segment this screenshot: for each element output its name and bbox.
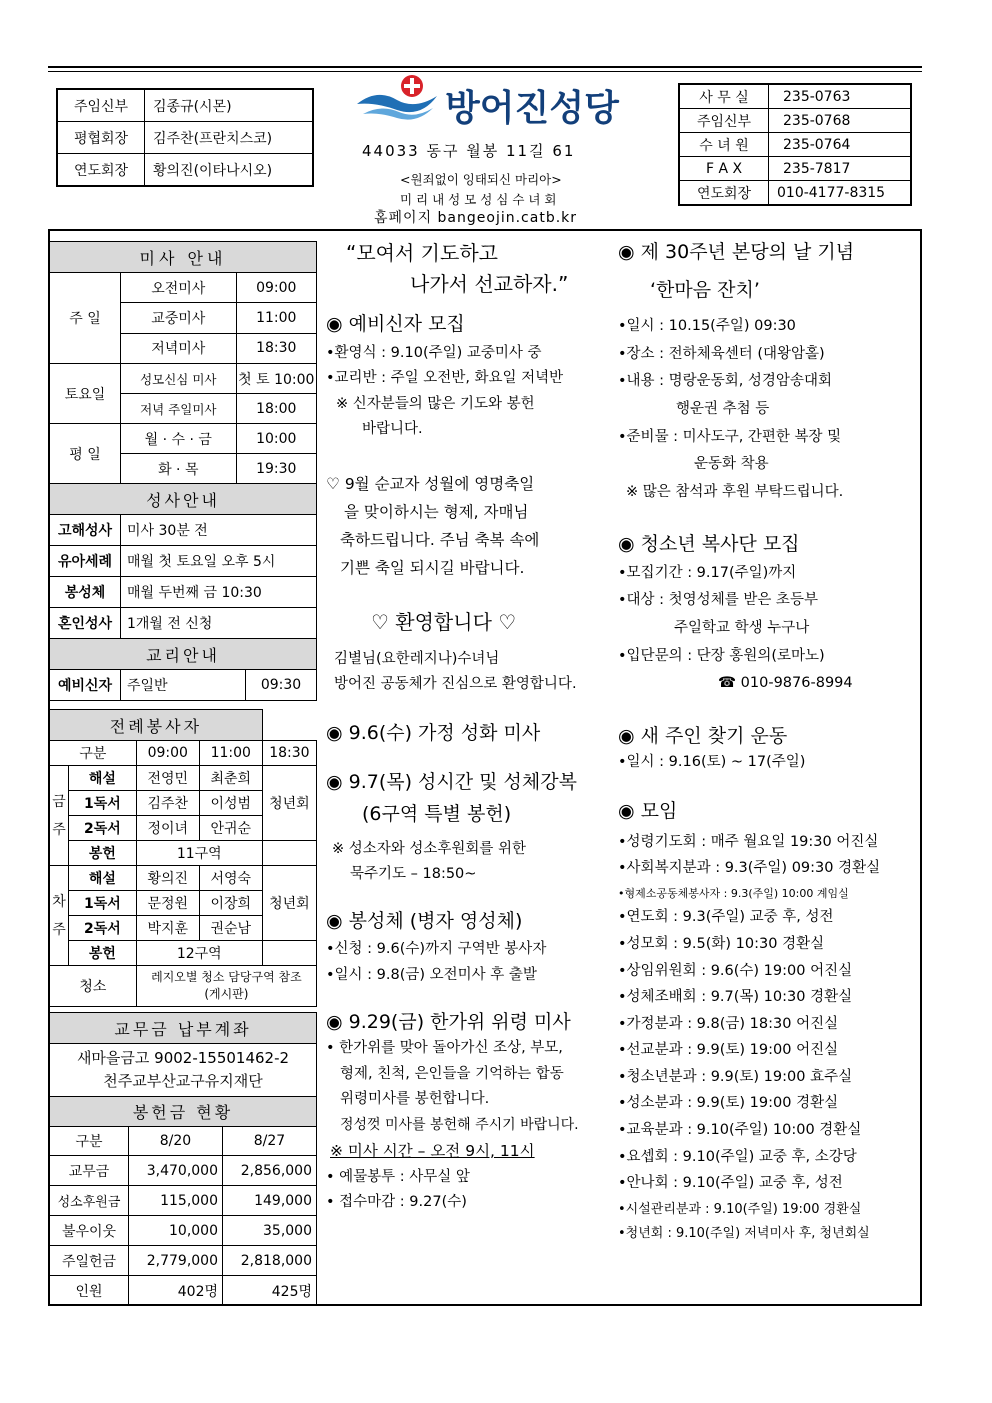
bank-account: 새마을금고 9002-15501462-2 — [76, 1048, 290, 1067]
offering-label: 주일헌금 — [50, 1246, 129, 1276]
memorial-mass-line: 형제, 친척, 은인들을 기억하는 합동 — [340, 1065, 564, 1082]
account-section-title: 교무금 납부계좌 — [50, 1013, 317, 1044]
sacrament-section-title: 성사안내 — [50, 484, 317, 515]
catechumen-heading: ◉ 예비신자 모집 — [326, 313, 465, 335]
liturgy-col-header: 구분 — [50, 741, 137, 766]
contact-value: 235-7817 — [769, 157, 912, 181]
doctrine-section-title: 교리안내 — [50, 639, 317, 670]
altar-server-line: •대상 : 첫영성체를 받은 초등부 — [618, 592, 818, 609]
holy-hour-line: ※ 성소자와 성소후원회를 위한 — [332, 840, 527, 857]
contact-label: 연도회장 — [679, 181, 769, 206]
offering-section-title: 봉헌금 현황 — [50, 1097, 317, 1127]
quote-line: 나가서 선교하자.” — [410, 272, 569, 296]
liturgy-col-header: 09:00 — [136, 741, 199, 766]
catechumen-line: •교리반 : 주일 오전반, 화요일 저녁반 — [326, 370, 564, 387]
offering-table — [49, 1096, 317, 1306]
weekday-label: 평 일 — [50, 424, 121, 484]
offering-label: 인원 — [50, 1276, 129, 1306]
offering-zone: 12구역 — [136, 941, 262, 966]
church-name: 방어진성당 — [445, 88, 619, 129]
offering-value: 35,000 — [223, 1216, 317, 1246]
doctrine-value: 주일반 — [121, 670, 246, 701]
meeting-line: •성모회 : 9.5(화) 10:30 경환실 — [618, 936, 825, 953]
memorial-mass-line: • 예물봉투 : 사무실 앞 — [326, 1168, 470, 1185]
cleaning-note: (게시판) — [204, 987, 249, 1001]
account-holder: 천주교부산교구유지재단 — [103, 1072, 263, 1090]
this-week-label: 금주 — [50, 766, 69, 866]
liturgy-role: 2독서 — [69, 916, 137, 941]
anniversary-line: 운동화 착용 — [694, 456, 769, 473]
youth-group: 청년회 — [262, 766, 316, 841]
officer-role: 연도회장 — [57, 154, 145, 187]
meeting-line: •청소년분과 : 9.9(토) 19:00 효주실 — [618, 1068, 853, 1085]
feast-message: 기쁜 축일 되시길 바랍니다. — [340, 558, 525, 577]
holy-hour-line: 묵주기도 – 18:50~ — [350, 866, 477, 883]
mass-time: 09:00 — [236, 273, 316, 303]
server-name: 황의진 — [136, 866, 199, 891]
meeting-line: •사회복지분과 : 9.3(주일) 09:30 경환실 — [618, 860, 881, 877]
meeting-line: •시설관리분과 : 9.10(주일) 19:00 경환실 — [618, 1201, 862, 1217]
server-name: 정이녀 — [136, 816, 199, 841]
server-name: 전영민 — [136, 766, 199, 791]
cleaning-note: 레지오별 청소 담당구역 참조 — [151, 970, 302, 985]
sunday-label: 주 일 — [50, 273, 121, 364]
offering-value: 149,000 — [223, 1186, 317, 1216]
mass-section-title: 미사 안내 — [50, 242, 317, 273]
contact-label: 주임신부 — [679, 109, 769, 133]
anniversary-line: •준비물 : 미사도구, 간편한 복장 및 — [618, 428, 842, 445]
offering-value: 425명 — [223, 1276, 317, 1306]
sick-communion-line: •신청 : 9.6(수)까지 구역반 봉사자 — [326, 941, 547, 958]
family-mass-heading: ◉ 9.6(수) 가정 성화 미사 — [326, 721, 541, 744]
sacrament-label: 혼인성사 — [50, 608, 121, 639]
catechumen-line: ※ 신자분들의 많은 기도와 봉헌 — [336, 395, 535, 412]
catechumen-line: 바랍니다. — [362, 421, 423, 438]
mass-time: 18:30 — [236, 333, 316, 363]
altar-server-line: •모집기간 : 9.17(주일)까지 — [618, 564, 797, 581]
anniversary-line: •일시 : 10.15(주일) 09:30 — [618, 318, 796, 335]
liturgy-role: 봉헌 — [69, 841, 137, 866]
lost-found-line: •일시 : 9.16(토) ~ 17(주일) — [618, 754, 806, 771]
server-name: 김주찬 — [136, 791, 199, 816]
liturgy-role: 1독서 — [69, 891, 137, 916]
sick-communion-line: •일시 : 9.8(금) 오전미사 후 출발 — [326, 966, 537, 983]
meeting-line: •연도회 : 9.3(주일) 교중 후, 성전 — [618, 909, 834, 926]
meeting-line: •형제소공동체봉사자 : 9.3(주일) 10:00 계임실 — [618, 886, 849, 900]
anniversary-line: •장소 : 전하체육센터 (대왕암홀) — [618, 345, 825, 362]
mass-name: 교중미사 — [121, 303, 237, 333]
offering-value: 2,779,000 — [129, 1246, 223, 1276]
address: 44033 동구 월봉 11길 61 — [362, 142, 576, 160]
meeting-line: •청년회 : 9.10(주일) 저녁미사 후, 청년회실 — [618, 1226, 870, 1242]
account-table — [49, 1012, 317, 1097]
mass-time: 첫 토 10:00 — [236, 364, 316, 394]
mass-time: 10:00 — [236, 424, 316, 454]
offering-value: 115,000 — [129, 1186, 223, 1216]
left-column-table — [49, 241, 317, 701]
sacrament-value: 1개월 전 신청 — [121, 608, 317, 639]
offering-zone: 11구역 — [136, 841, 262, 866]
youth-group: 청년회 — [262, 866, 316, 941]
top-rule-thin — [48, 71, 922, 72]
server-name: 안귀순 — [199, 816, 262, 841]
church-logo-icon — [355, 74, 440, 124]
liturgy-col-header: 18:30 — [262, 741, 316, 766]
memorial-mass-line: • 한가위를 맞아 돌아가신 조상, 부모, — [326, 1040, 563, 1057]
quote-line: “모여서 기도하고 — [346, 241, 498, 265]
memorial-mass-heading: ◉ 9.29(금) 한가위 위령 미사 — [326, 1010, 571, 1033]
meeting-line: •선교분과 : 9.9(토) 19:00 어진실 — [618, 1042, 839, 1059]
sacrament-label: 유아세례 — [50, 546, 121, 577]
offering-col-header: 구분 — [50, 1127, 129, 1156]
liturgy-role: 봉헌 — [69, 941, 137, 966]
holy-hour-heading: ◉ 9.7(목) 성시간 및 성체강복 — [326, 771, 577, 794]
meeting-line: •교육분과 : 9.10(주일) 10:00 경환실 — [618, 1121, 862, 1138]
welcome-line: 김별님(요한레지나)수녀님 — [334, 650, 500, 667]
contact-label: F A X — [679, 157, 769, 181]
server-name: 문정원 — [136, 891, 199, 916]
contact-table — [678, 83, 912, 206]
liturgy-role: 1독서 — [69, 791, 137, 816]
meeting-line: •안나회 : 9.10(주일) 교중 후, 성전 — [618, 1175, 843, 1192]
altar-server-line: 주일학교 학생 누구나 — [674, 619, 810, 636]
liturgy-col-header: 11:00 — [199, 741, 262, 766]
meeting-line: •가정분과 : 9.8(금) 18:30 어진실 — [618, 1015, 839, 1032]
liturgy-section-title: 전례봉사자 — [50, 710, 263, 741]
liturgy-role: 해설 — [69, 866, 137, 891]
officer-role: 평협회장 — [57, 122, 145, 154]
liturgy-table — [49, 709, 317, 1007]
mass-name: 화 · 목 — [121, 454, 237, 484]
mass-name: 저녁 주일미사 — [121, 394, 237, 424]
middle-column — [326, 240, 611, 1213]
server-name: 권순남 — [199, 916, 262, 941]
anniversary-line: ※ 많은 참석과 후원 부탁드립니다. — [626, 483, 844, 500]
feast-message: 축하드립니다. 주님 축복 속에 — [340, 530, 540, 549]
mass-name: 저녁미사 — [121, 333, 237, 363]
meeting-line: •성체조배회 : 9.7(목) 10:30 경환실 — [618, 989, 853, 1006]
meeting-line: •성령기도회 : 매주 월요일 19:30 어진실 — [618, 833, 879, 850]
right-column — [618, 240, 918, 1243]
meeting-line: •상임위원회 : 9.6(수) 19:00 어진실 — [618, 962, 853, 979]
saturday-label: 토요일 — [50, 364, 121, 424]
altar-server-phone: ☎ 010-9876-8994 — [718, 675, 853, 692]
offering-label: 성소후원금 — [50, 1186, 129, 1216]
meetings-heading: ◉ 모임 — [618, 799, 678, 822]
offering-value: 402명 — [129, 1276, 223, 1306]
doctrine-label: 예비신자 — [50, 670, 121, 701]
meeting-line: •성소분과 : 9.9(토) 19:00 경환실 — [618, 1095, 839, 1112]
contact-label: 사 무 실 — [679, 84, 769, 109]
mass-time: 18:00 — [236, 394, 316, 424]
sacrament-label: 고해성사 — [50, 515, 121, 546]
offering-col-header: 8/27 — [223, 1127, 317, 1156]
memorial-mass-time: ※ 미사 시간 – 오전 9시, 11시 — [330, 1141, 535, 1160]
server-name: 서영숙 — [199, 866, 262, 891]
next-week-label: 차주 — [50, 866, 69, 966]
anniversary-line: •내용 : 명랑운동회, 성경암송대회 — [618, 373, 832, 390]
officer-name: 김종규(시몬) — [145, 89, 314, 122]
anniversary-heading: ◉ 제 30주년 본당의 날 기념 — [618, 241, 855, 263]
religious-order: 미 리 내 성 모 성 심 수 녀 회 — [400, 192, 557, 207]
contact-value: 010-4177-8315 — [769, 181, 912, 206]
officer-name: 황의진(이타나시오) — [145, 154, 314, 187]
memorial-mass-line: 위령미사를 봉헌합니다. — [340, 1091, 490, 1108]
mass-name: 오전미사 — [121, 273, 237, 303]
offering-col-header: 8/20 — [129, 1127, 223, 1156]
homepage: 홈페이지 bangeojin.catb.kr — [374, 210, 578, 226]
feast-message: 을 맞이하시는 형제, 자매님 — [344, 502, 529, 521]
holy-hour-sub: (6구역 특별 봉헌) — [362, 802, 512, 825]
welcome-line: 방어진 공동체가 진심으로 환영합니다. — [334, 676, 577, 693]
officer-role: 주임신부 — [57, 89, 145, 122]
offering-label: 교무금 — [50, 1156, 129, 1186]
contact-value: 235-0768 — [769, 109, 912, 133]
server-name: 최춘희 — [199, 766, 262, 791]
liturgy-role: 해설 — [69, 766, 137, 791]
sacrament-label: 봉성체 — [50, 577, 121, 608]
catechumen-line: •환영식 : 9.10(주일) 교중미사 중 — [326, 344, 542, 361]
offering-value: 3,470,000 — [129, 1156, 223, 1186]
top-rule — [48, 66, 922, 68]
officers-table — [56, 88, 314, 187]
contact-label: 수 녀 원 — [679, 133, 769, 157]
altar-server-line: •입단문의 : 단장 홍원의(로마노) — [618, 647, 825, 664]
mass-name: 월 · 수 · 금 — [121, 424, 237, 454]
meeting-line: •요셉회 : 9.10(주일) 교중 후, 소강당 — [618, 1148, 857, 1165]
mass-name: 성모신심 미사 — [121, 364, 237, 394]
altar-server-heading: ◉ 청소년 복사단 모집 — [618, 533, 800, 556]
anniversary-line: 행운권 추첨 등 — [676, 400, 770, 417]
anniversary-sub: ‘한마음 잔치’ — [650, 278, 760, 301]
memorial-mass-line: 정성껏 미사를 봉헌해 주시기 바랍니다. — [340, 1116, 579, 1133]
server-name: 이성범 — [199, 791, 262, 816]
welcome-heading: ♡ 환영합니다 ♡ — [371, 609, 517, 634]
doctrine-time: 09:30 — [246, 670, 317, 701]
sacrament-value: 미사 30분 전 — [121, 515, 317, 546]
server-name: 이장희 — [199, 891, 262, 916]
feast-message: ♡ 9월 순교자 성월에 영명축일 — [326, 474, 535, 493]
cleaning-label: 청소 — [50, 966, 137, 1007]
liturgy-role: 2독서 — [69, 816, 137, 841]
offering-label: 불우이웃 — [50, 1216, 129, 1246]
mass-time: 19:30 — [236, 454, 316, 484]
sick-communion-heading: ◉ 봉성체 (병자 영성체) — [326, 909, 523, 932]
lost-found-heading: ◉ 새 주인 찾기 운동 — [618, 724, 788, 747]
server-name: 박지훈 — [136, 916, 199, 941]
contact-value: 235-0763 — [769, 84, 912, 109]
sacrament-value: 매월 첫 토요일 오후 5시 — [121, 546, 317, 577]
offering-value: 10,000 — [129, 1216, 223, 1246]
officer-name: 김주찬(프란치스코) — [145, 122, 314, 154]
contact-value: 235-0764 — [769, 133, 912, 157]
mass-time: 11:00 — [236, 303, 316, 333]
offering-value: 2,856,000 — [223, 1156, 317, 1186]
sacrament-value: 매월 두번째 금 10:30 — [121, 577, 317, 608]
offering-value: 2,818,000 — [223, 1246, 317, 1276]
memorial-mass-line: • 접수마감 : 9.27(수) — [326, 1194, 467, 1211]
motto: <원죄없이 잉태되신 마리아> — [400, 172, 562, 187]
